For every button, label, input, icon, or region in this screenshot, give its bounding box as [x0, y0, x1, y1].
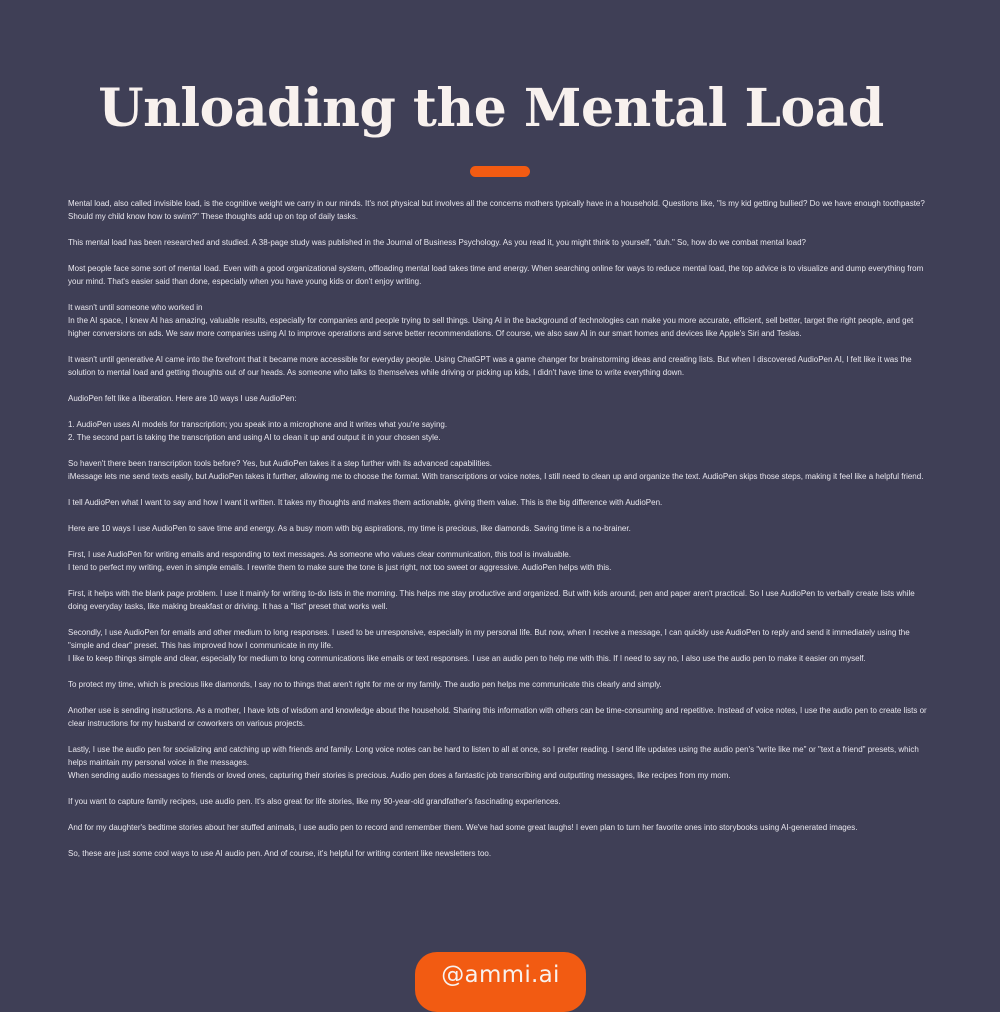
paragraph-line: Lastly, I use the audio pen for socializing and catching up with friends and family. Long voice notes can be hard to listen to all at once, so I prefer reading. I send life updates using the audio pen's "write like me" or "text a friend" presets, which helps maintain my personal voice in the messages. [68, 745, 919, 767]
article-paragraph [68, 457, 934, 483]
article-paragraph [68, 743, 934, 782]
paragraph-line: I tell AudioPen what I want to say and how I want it written. It takes my thoughts and makes them actionable, giving them value. This is the big difference with AudioPen. [68, 498, 663, 507]
article-paragraph [68, 262, 934, 288]
paragraph-line: When sending audio messages to friends or loved ones, capturing their stories is precious. Audio pen does a fantastic job transcribing and outputting messages, like recipes from my mom. [68, 771, 731, 780]
article-paragraph [68, 236, 934, 249]
brand-handle-badge: @ammi.ai [415, 952, 586, 1012]
article-paragraph [68, 392, 934, 405]
paragraph-line: I tend to perfect my writing, even in simple emails. I rewrite them to make sure the tone is just right, not too sweet or aggressive. AudioPen helps with this. [68, 563, 612, 572]
paragraph-line: Secondly, I use AudioPen for emails and other medium to long responses. I used to be unresponsive, especially in my personal life. But now, when I receive a message, I can quickly use AudioPen to reply and send it immediately using the "simple and clear" preset. This has improved how I communicate in my life. [68, 628, 910, 650]
paragraph-line: First, it helps with the blank page problem. I use it mainly for writing to-do lists in the morning. This helps me stay productive and organized. But with kids around, pen and paper aren't practical. So I use AudioPen to verbally create lists while doing everyday tasks, like making breakfast or driving. It has a "list" preset that works well. [68, 589, 915, 611]
paragraph-line: So haven't there been transcription tools before? Yes, but AudioPen takes it a step further with its advanced capabilities. [68, 459, 493, 468]
article-paragraph [68, 522, 934, 535]
article-paragraph [68, 197, 934, 223]
article-paragraph [68, 847, 934, 860]
article-paragraph [68, 678, 934, 691]
paragraph-line: It wasn't until someone who worked in [68, 303, 203, 312]
article-paragraph [68, 626, 934, 665]
paragraph-line: Mental load, also called invisible load, is the cognitive weight we carry in our minds. It's not physical but involves all the concerns mothers typically have in a household. Questions like, "Is my kid getting bullied? Do we have enough toothpaste? Should my child know how to swim?" These thoughts add up on top of daily tasks. [68, 199, 925, 221]
paragraph-line: If you want to capture family recipes, use audio pen. It's also great for life stories, like my 90-year-old grandfather's fascinating experiences. [68, 797, 561, 806]
paragraph-line: iMessage lets me send texts easily, but AudioPen takes it further, allowing me to choose the format. With transcriptions or voice notes, I still need to clean up and organize the text. AudioPen skips those steps, making it feel like a helpful friend. [68, 472, 924, 481]
article-paragraph [68, 704, 934, 730]
article-paragraph [68, 795, 934, 808]
paragraph-line: So, these are just some cool ways to use AI audio pen. And of course, it's helpful for writing content like newsletters too. [68, 849, 492, 858]
article-paragraph [68, 821, 934, 834]
paragraph-line: It wasn't until generative AI came into the forefront that it became more accessible for everyday people. Using ChatGPT was a game changer for brainstorming ideas and creating lists. But when I discovered AudioPen AI, I felt like it was the solution to mental load and getting thoughts out of our heads. As someone who talks to themselves while driving or picking up kids, I didn't have time to write everything down. [68, 355, 912, 377]
paragraph-line: AudioPen felt like a liberation. Here are 10 ways I use AudioPen: [68, 394, 297, 403]
article-paragraph [68, 301, 934, 340]
paragraph-line: Most people face some sort of mental load. Even with a good organizational system, offloading mental load takes time and energy. When searching online for ways to reduce mental load, the top advice is to visualize and dump everything from your mind. That's easier said than done, especially when you have young kids or don't enjoy writing. [68, 264, 924, 286]
paragraph-line: And for my daughter's bedtime stories about her stuffed animals, I use audio pen to record and remember them. We've had some great laughs! I even plan to turn her favorite ones into storybooks using AI-generated images. [68, 823, 858, 832]
article-paragraph [68, 548, 934, 574]
article-paragraph [68, 418, 934, 444]
article-paragraph [68, 496, 934, 509]
paragraph-line: To protect my time, which is precious like diamonds, I say no to things that aren't right for me or my family. The audio pen helps me communicate this clearly and simply. [68, 680, 662, 689]
paragraph-line: I like to keep things simple and clear, especially for medium to long communications like emails or text responses. I use an audio pen to help me with this. If I need to say no, I also use the audio pen to make it easier on myself. [68, 654, 866, 663]
paragraph-line: First, I use AudioPen for writing emails and responding to text messages. As someone who values clear communication, this tool is invaluable. [68, 550, 571, 559]
paragraph-line: Here are 10 ways I use AudioPen to save time and energy. As a busy mom with big aspirations, my time is precious, like diamonds. Saving time is a no-brainer. [68, 524, 631, 533]
page-title: Unloading the Mental Load [98, 78, 884, 139]
article-paragraph [68, 353, 934, 379]
paragraph-line: 2. The second part is taking the transcription and using AI to clean it up and output it in your chosen style. [68, 433, 441, 442]
paragraph-line: In the AI space, I knew AI has amazing, valuable results, especially for companies and people trying to sell things. Using AI in the background of technologies can make you more accurate, efficient, sell better, target the right people, and get higher conversions on ads. We saw more companies using AI to improve operations and serve better recommendations. Of course, we also saw AI in our smart homes and devices like Apple's Siri and Teslas. [68, 316, 914, 338]
article-body [68, 197, 934, 873]
paragraph-line: Another use is sending instructions. As a mother, I have lots of wisdom and knowledge about the household. Sharing this information with others can be time-consuming and repetitive. Instead of voice notes, I use the audio pen to create lists or clear instructions for my husband or coworkers on various projects. [68, 706, 927, 728]
title-underline-accent [470, 166, 530, 177]
paragraph-line: 1. AudioPen uses AI models for transcription; you speak into a microphone and it writes what you're saying. [68, 420, 448, 429]
paragraph-line: This mental load has been researched and studied. A 38-page study was published in the Journal of Business Psychology. As you read it, you might think to yourself, "duh." So, how do we combat mental load? [68, 238, 806, 247]
article-paragraph [68, 587, 934, 613]
